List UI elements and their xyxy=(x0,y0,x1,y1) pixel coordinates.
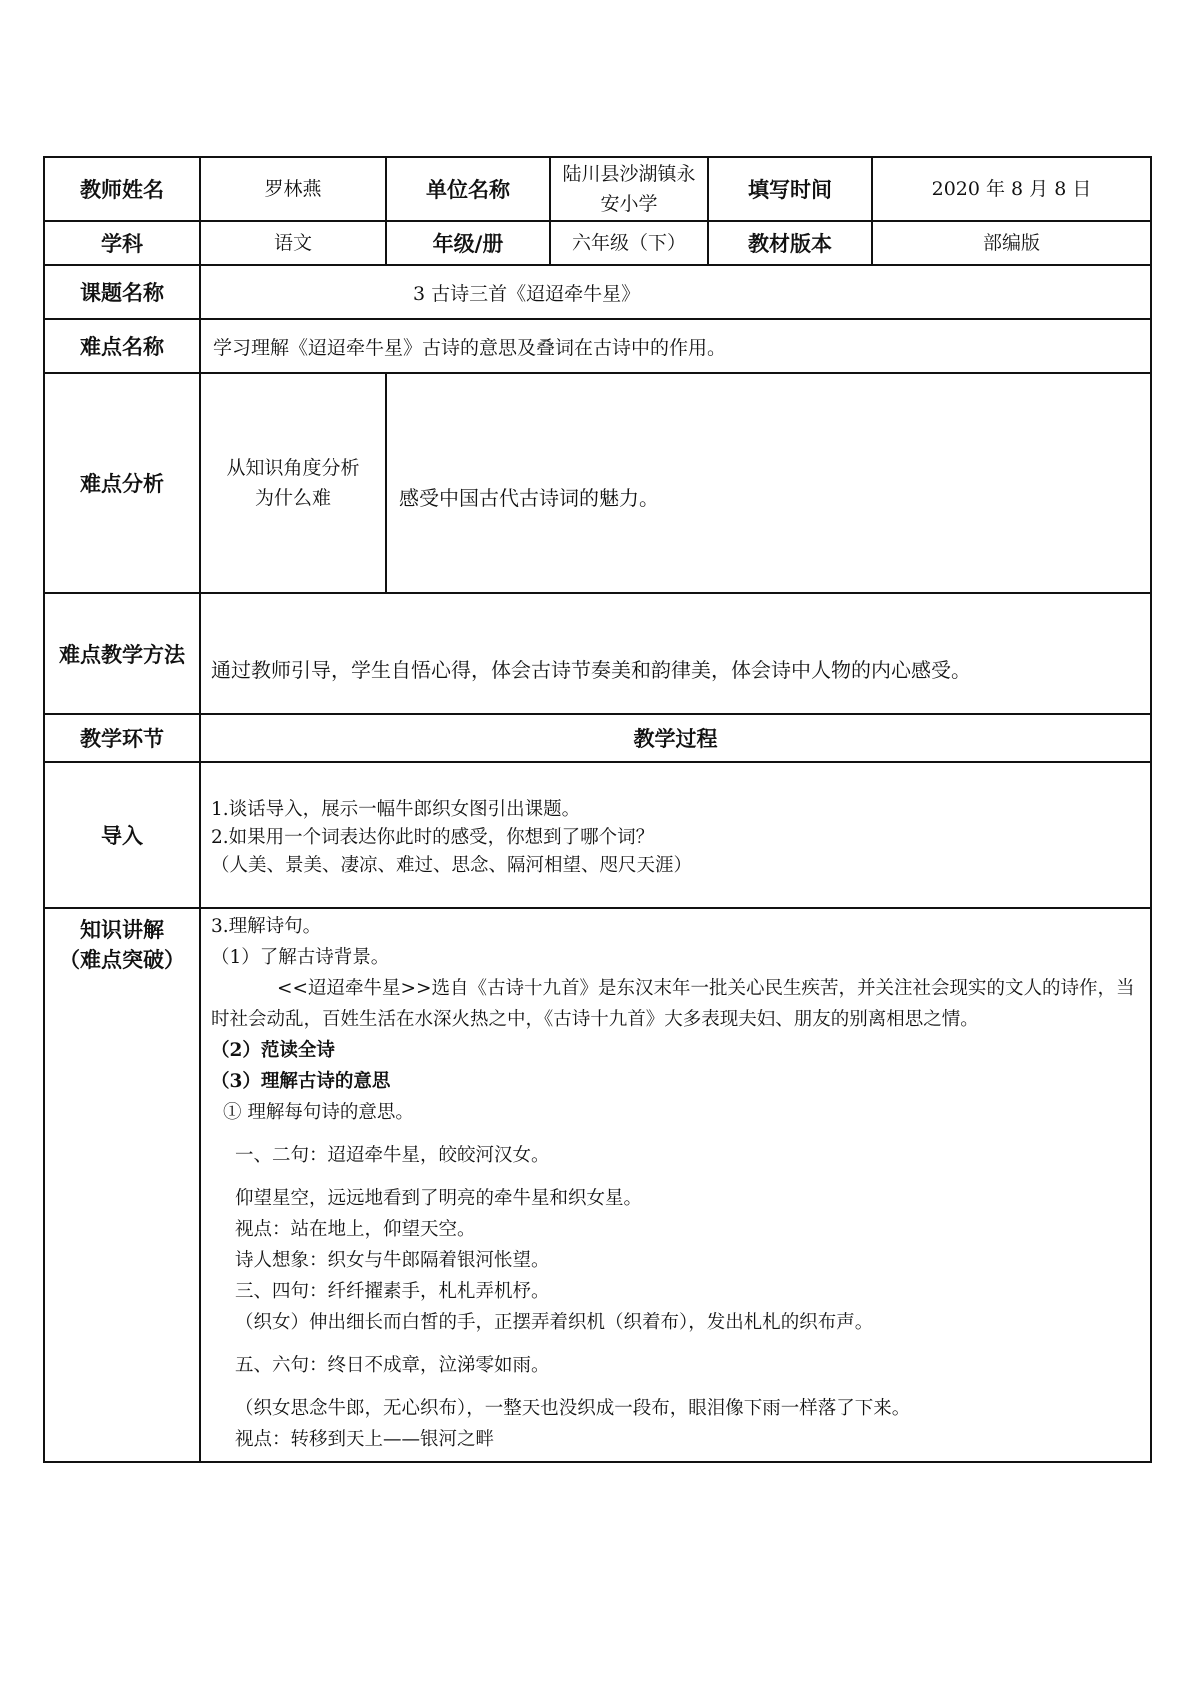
subject-label: 学科 xyxy=(44,221,200,265)
knowledge-line-2: （1）了解古诗背景。 xyxy=(211,947,390,968)
knowledge-line-1: 3.理解诗句。 xyxy=(211,916,322,937)
difficulty-value: 学习理解《迢迢牵牛星》古诗的意思及叠词在古诗中的作用。 xyxy=(200,319,1151,373)
knowledge-line-6: 一、二句：迢迢牵牛星，皎皎河汉女。 xyxy=(235,1145,550,1166)
knowledge-row xyxy=(44,908,1151,1462)
method-value-part2: 节奏美和韵律美，体会诗中人物的内心感受。 xyxy=(571,658,971,682)
unit-label: 单位名称 xyxy=(386,157,550,221)
method-value-part1: 通过教师引导，学生自悟心得，体会古诗 xyxy=(211,658,571,682)
knowledge-line-14: 视点：转移到天上——银河之畔 xyxy=(235,1429,495,1450)
edition-label: 教材版本 xyxy=(708,221,872,265)
process-stage-label: 教学环节 xyxy=(44,714,200,762)
edition-value: 部编版 xyxy=(872,221,1151,265)
analysis-sublabel xyxy=(200,373,386,593)
topic-row xyxy=(44,265,1151,319)
teacher-label: 教师姓名 xyxy=(44,157,200,221)
intro-content xyxy=(200,762,1151,908)
knowledge-line-3: （2）范读全诗 xyxy=(211,1040,335,1061)
knowledge-line-8: 视点：站在地上，仰望天空。 xyxy=(235,1219,476,1240)
knowledge-label-line1: 知识讲解 xyxy=(80,918,164,942)
difficulty-label: 难点名称 xyxy=(44,319,200,373)
process-header-row xyxy=(44,714,1151,762)
unit-value: 陆川县沙湖镇永安小学 xyxy=(550,157,708,221)
analysis-value: 感受中国古代古诗词的魅力。 xyxy=(386,373,1151,593)
topic-label: 课题名称 xyxy=(44,265,200,319)
method-row xyxy=(44,593,1151,714)
process-header-value: 教学过程 xyxy=(200,714,1151,762)
knowledge-line-11: （织女）伸出细长而白皙的手，正摆弄着织机（织着布），发出札札的织布声。 xyxy=(235,1312,874,1333)
knowledge-line-4: （3）理解古诗的意思 xyxy=(211,1071,391,1092)
intro-row xyxy=(44,762,1151,908)
method-value xyxy=(200,593,1151,714)
intro-line-2: 2.如果用一个词表达你此时的感受，你想到了哪个词？ xyxy=(211,827,655,848)
knowledge-content xyxy=(200,908,1151,1462)
header-row-1 xyxy=(44,157,1151,221)
analysis-row xyxy=(44,373,1151,593)
knowledge-line-10: 三、四句：纤纤擢素手，札札弄机杼。 xyxy=(235,1281,550,1302)
teacher-value: 罗林燕 xyxy=(200,157,386,221)
header-row-2 xyxy=(44,221,1151,265)
knowledge-label-line2: （难点突破） xyxy=(59,948,185,972)
analysis-label: 难点分析 xyxy=(44,373,200,593)
time-value: 2020 年 8 月 8 日 xyxy=(872,157,1151,221)
knowledge-label xyxy=(44,908,200,1462)
intro-label: 导入 xyxy=(44,762,200,908)
intro-line-3: （人美、景美、凄凉、难过、思念、隔河相望、咫尺天涯） xyxy=(211,855,693,876)
knowledge-line-12: 五、六句：终日不成章，泣涕零如雨。 xyxy=(235,1355,550,1376)
grade-label: 年级/册 xyxy=(386,221,550,265)
knowledge-background-paragraph: <<迢迢牵牛星>>选自《古诗十九首》是东汉末年一批关心民生疾苦，并关注社会现实的文人的诗作，当时社会动乱，百姓生活在水深火热之中，《古诗十九首》大多表现夫妇、朋友的别离相思之情。 xyxy=(211,978,1135,1030)
knowledge-line-5: ① 理解每句诗的意思。 xyxy=(223,1102,414,1123)
grade-value: 六年级（下） xyxy=(550,221,708,265)
analysis-sublabel-line2: 为什么难 xyxy=(254,487,331,509)
analysis-sublabel-line1: 从知识角度分析 xyxy=(226,457,360,479)
knowledge-line-13: （织女思念牛郎，无心织布），一整天也没织成一段布，眼泪像下雨一样落了下来。 xyxy=(235,1398,911,1419)
subject-value: 语文 xyxy=(200,221,386,265)
topic-value: 3 古诗三首《迢迢牵牛星》 xyxy=(200,265,1151,319)
method-label: 难点教学方法 xyxy=(44,593,200,714)
intro-line-1: 1.谈话导入，展示一幅牛郎织女图引出课题。 xyxy=(211,799,581,820)
lesson-plan-sheet xyxy=(43,156,1150,1463)
lesson-plan-table xyxy=(43,156,1152,1463)
knowledge-line-9: 诗人想象：织女与牛郎隔着银河怅望。 xyxy=(235,1250,550,1271)
difficulty-row xyxy=(44,319,1151,373)
time-label: 填写时间 xyxy=(708,157,872,221)
knowledge-line-7: 仰望星空，远远地看到了明亮的牵牛星和织女星。 xyxy=(235,1188,643,1209)
